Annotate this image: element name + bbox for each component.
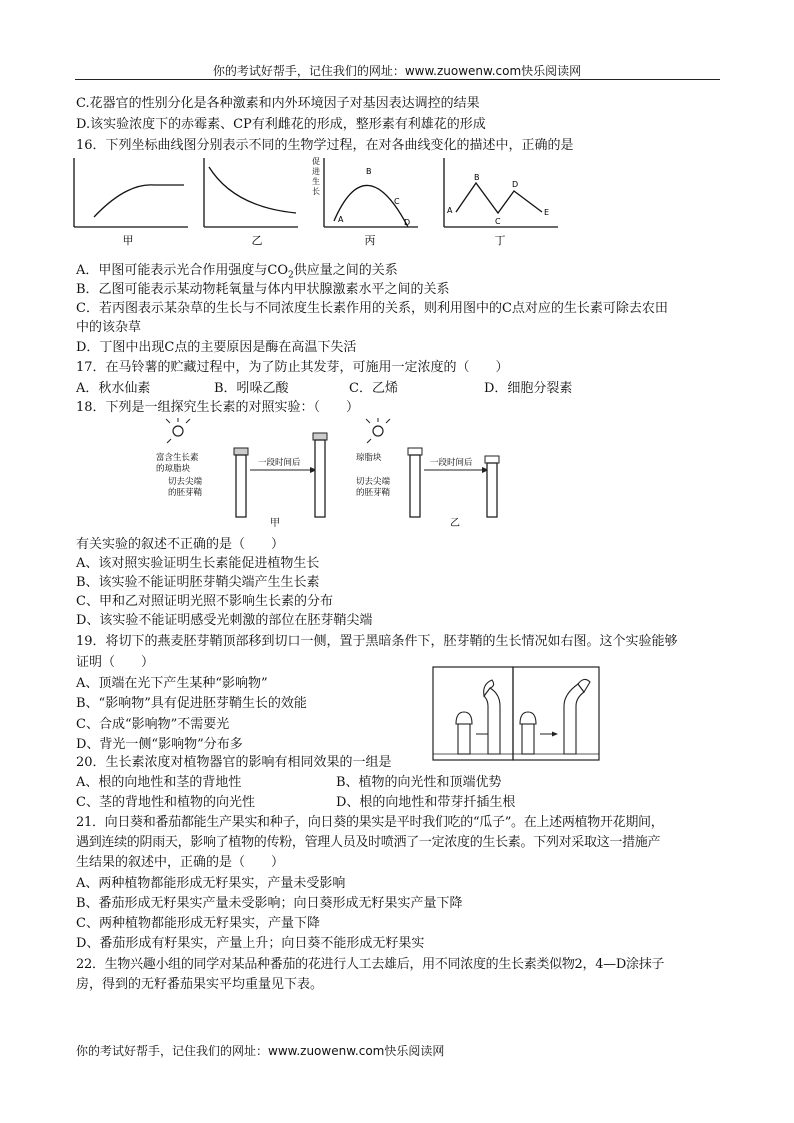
graph-ding-point-a: A — [447, 206, 453, 215]
q18-stem: 18．下列是一组探究生长素的对照实验：（ ） — [76, 400, 360, 415]
jia-coleoptile-before — [236, 455, 246, 517]
q17-option-a: A．秋水仙素 — [76, 381, 151, 396]
graph-bing-ylabel-4: 长 — [312, 187, 320, 196]
q19-curved-coleoptile-2 — [564, 684, 584, 754]
q21-option-b: B、番茄形成无籽果实产量未受影响；向日葵形成无籽果实产量下降 — [76, 896, 463, 911]
page-footer: 你的考试好帮手，记住我们的网址：www.zuowenw.com快乐阅读网 — [76, 1044, 445, 1058]
q18-option-c: C、甲和乙对照证明光照不影响生长素的分布 — [76, 594, 333, 609]
graph-bing-ylabel-2: 进 — [312, 167, 320, 176]
graph-bing-point-c: C — [394, 197, 400, 206]
q22-stem-line1: 22．生物兴趣小组的同学对某品种番茄的花进行人工去雄后，用不同浓度的生长素类似物2，4—D涂抹子 — [76, 957, 665, 972]
q16-option-c-line2: 中的该杂草 — [76, 320, 142, 335]
q18-option-a: A、该对照实验证明生长素能促进植物生长 — [76, 556, 320, 571]
graph-bing-curve — [334, 185, 411, 227]
q16-option-a: A．甲图可能表示光合作用强度与$CO_2$供应量之间的关系 — [76, 263, 398, 281]
q19-tip-left — [456, 712, 472, 724]
q16-stem: 16．下列坐标曲线图分别表示不同的生物学过程，在对各曲线变化的描述中，正确的是 — [76, 138, 574, 153]
q19-stem-line1: 19．将切下的燕麦胚芽鞘顶部移到切口一侧，置于黑暗条件下，胚芽鞘的生长情况如右图。这个实验能够 — [76, 634, 678, 649]
q15-option-c: C.花器官的性别分化是各种激素和内外环境因子对基因表达调控的结果 — [76, 96, 480, 111]
yi-agar-label: 琼脂块 — [356, 453, 382, 463]
graph-bing — [312, 157, 418, 247]
q15-option-d: D.该实验浓度下的赤霉素、CP有利雌花的形成，整形素有利雄花的形成 — [76, 117, 486, 132]
jia-agar-label-1: 富含生长素 — [156, 453, 199, 463]
q19-option-c: C、合成“影响物”不需要光 — [76, 717, 230, 732]
q21-stem-line1: 21．向日葵和番茄都能生产果实和种子，向日葵的果实是平时我们吃的“瓜子”。在上述两植物开花期间， — [76, 815, 664, 830]
q19-tip-right — [520, 712, 536, 724]
q20-option-c: C、茎的背地性和植物的向光性 — [76, 795, 255, 810]
light-source-icon-2 — [373, 426, 383, 436]
q17-stem: 17．在马铃薯的贮藏过程中，为了防止其发芽，可施用一定浓度的（ ） — [76, 360, 509, 375]
page-header: 你的考试好帮手，记住我们的网址：www.zuowenw.com快乐阅读网 — [212, 64, 582, 78]
yi-cut-label-2: 的胚芽鞘 — [356, 488, 391, 498]
q21-option-a: A、两种植物都能形成无籽果实，产量未受影响 — [76, 876, 346, 891]
jia-cut-label-2: 的胚芽鞘 — [168, 488, 203, 498]
graph-ding — [444, 158, 558, 247]
yi-agar-block — [408, 448, 422, 455]
jia-cut-label-1: 切去尖端 — [168, 477, 203, 487]
graph-jia-label: 甲 — [122, 234, 134, 247]
q16-option-b: B．乙图可能表示某动物耗氧量与体内甲状腺激素水平之间的关系 — [76, 282, 450, 297]
q18-setup-yi — [356, 418, 499, 529]
q18-sub-stem: 有关实验的叙述不正确的是（ ） — [76, 537, 285, 552]
graph-ding-label: 丁 — [494, 234, 506, 247]
arrow-label-1: 一段时间后 — [258, 458, 301, 468]
q21-stem-line3: 生结果的叙述中，正确的是（ ） — [76, 855, 285, 870]
graph-bing-ylabel-3: 生 — [312, 177, 320, 186]
graph-bing-ylabel-1: 促 — [312, 157, 320, 166]
yi-coleoptile-after — [487, 463, 497, 517]
q22-stem-line2: 房，得到的无籽番茄果实平均重量见下表。 — [76, 977, 324, 992]
graph-ding-point-c: C — [495, 217, 501, 226]
graph-yi-label: 乙 — [251, 234, 263, 247]
q18-figure — [150, 418, 550, 530]
q19-stem-line2: 证明（ ） — [76, 655, 155, 670]
graph-ding-point-b: B — [474, 173, 480, 182]
q21-stem-line2: 遇到连续的阴雨天，影响了植物的传粉，管理人员及时喷洒了一定浓度的生长素。下列对采取这一措施产 — [76, 835, 661, 850]
yi-cut-label-1: 切去尖端 — [356, 477, 391, 487]
graph-ding-point-d: D — [512, 180, 519, 189]
jia-agar-block — [234, 448, 248, 455]
q17-option-b: B．吲哚乙酸 — [214, 381, 289, 396]
graph-bing-point-b: B — [366, 167, 372, 176]
yi-coleoptile-before — [410, 455, 420, 517]
q21-option-d: D、番茄形成有籽果实，产量上升；向日葵不能形成无籽果实 — [76, 936, 425, 951]
light-source-icon — [173, 426, 183, 436]
q19-figure — [432, 666, 602, 762]
header-divider — [75, 79, 720, 80]
fig-yi-label: 乙 — [450, 518, 460, 529]
graph-ding-curve — [456, 183, 542, 213]
q19-option-b: B、“影响物”具有促进胚芽鞘生长的效能 — [76, 696, 307, 711]
q19-curved-coleoptile-1 — [484, 688, 500, 754]
q21-option-c: C、两种植物都能形成无籽果实，产量下降 — [76, 916, 320, 931]
arrow-label-2: 一段时间后 — [430, 458, 473, 468]
q17-option-c: C．乙烯 — [349, 381, 398, 396]
graph-bing-point-a: A — [338, 215, 344, 224]
q19-panel-left — [433, 667, 513, 760]
q19-option-a: A、顶端在光下产生某种“影响物” — [76, 676, 268, 691]
graph-yi-curve — [209, 167, 296, 213]
q16-option-d: D．丁图中出现C点的主要原因是酶在高温下失活 — [76, 340, 357, 355]
graph-yi — [204, 158, 298, 247]
graph-jia-curve — [94, 185, 184, 217]
q20-option-d: D、根的向地性和带芽扦插生根 — [336, 795, 516, 810]
q20-option-b: B、植物的向光性和顶端优势 — [336, 775, 502, 790]
q20-option-a: A、根的向地性和茎的背地性 — [76, 775, 242, 790]
q16-graphs — [66, 155, 566, 255]
graph-bing-point-d: D — [404, 218, 411, 227]
graph-jia — [74, 158, 188, 247]
q17-option-d: D．细胞分裂素 — [484, 381, 573, 396]
q19-option-d: D、背光一侧“影响物”分布多 — [76, 737, 243, 752]
q18-setup-jia — [156, 418, 327, 529]
graph-ding-point-e: E — [544, 208, 550, 217]
q16-option-c-line1: C．若丙图表示某杂草的生长与不同浓度生长素作用的关系，则利用图中的C点对应的生长素可除去农田 — [76, 301, 668, 316]
q18-option-b: B、该实验不能证明胚芽鞘尖端产生生长素 — [76, 575, 320, 590]
q18-option-d: D、该实验不能证明感受光刺激的部位在胚芽鞘尖端 — [76, 613, 373, 628]
fig-jia-label: 甲 — [270, 518, 280, 529]
q20-stem: 20．生长素浓度对植物器官的影响有相同效果的一组是 — [76, 755, 392, 770]
graph-bing-label: 丙 — [364, 234, 376, 247]
jia-coleoptile-after — [315, 440, 325, 517]
jia-agar-label-2: 的琼脂块 — [156, 464, 191, 474]
